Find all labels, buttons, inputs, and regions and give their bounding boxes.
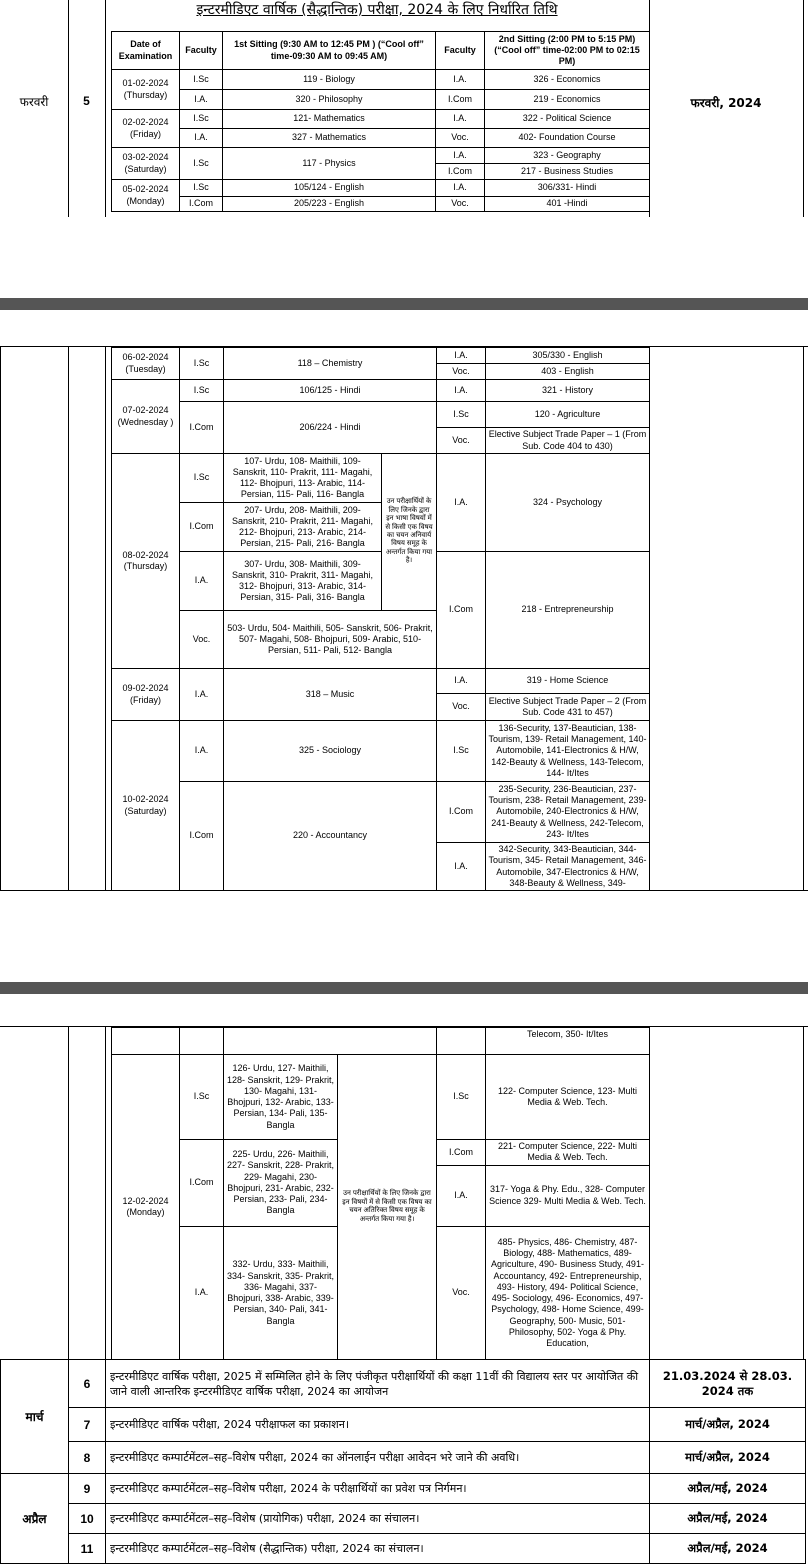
paper: 221- Computer Science, 222- Multi Media & Web. Tech. bbox=[486, 1140, 650, 1166]
faculty: I.A. bbox=[436, 70, 485, 90]
schedule-table bbox=[111, 31, 650, 212]
month-label: मार्च bbox=[1, 1360, 69, 1474]
events-table bbox=[0, 1359, 806, 1564]
faculty: Voc. bbox=[437, 428, 486, 454]
exam-date: 10-02-2024 (Saturday) bbox=[112, 721, 180, 891]
paper: 305/330 - English bbox=[486, 348, 650, 364]
paper: 122- Computer Science, 123- Multi Media & Web. Tech. bbox=[486, 1055, 650, 1140]
paper: 318 – Music bbox=[224, 669, 437, 721]
col-faculty: Faculty bbox=[180, 32, 223, 70]
paper: 317- Yoga & Phy. Edu., 328- Computer Science 329- Multi Media & Web. Tech. bbox=[486, 1165, 650, 1226]
table-row bbox=[112, 90, 650, 110]
faculty: Voc. bbox=[437, 364, 486, 380]
paper: 136-Security, 137-Beautician, 138-Tourism, 139- Retail Management, 140-Automobile, 141-Electronics & H/W, 142-Beauty & Wellness, 143-Telecom, 144- It/Ites bbox=[486, 721, 650, 782]
page-separator bbox=[0, 982, 808, 994]
table-row bbox=[1, 1442, 806, 1474]
paper: 219 - Economics bbox=[485, 90, 650, 110]
table-row bbox=[1, 1474, 806, 1504]
faculty: Voc. bbox=[180, 611, 224, 669]
faculty: I.Com bbox=[180, 1140, 224, 1227]
event-date: मार्च/अप्रैल, 2024 bbox=[650, 1408, 806, 1442]
month-label: अप्रैल bbox=[1, 1474, 69, 1564]
exam-date: 07-02-2024 (Wednesday ) bbox=[112, 380, 180, 454]
table-row bbox=[112, 180, 650, 197]
event-description: इन्टरमीडिएट वार्षिक परीक्षा, 2025 में सम्मिलित होने के लिए पंजीकृत परीक्षार्थियों की कक्षा 11वीं की विद्यालय स्तर पर आयोजित की जाने वाली आन्तरिक इन्टरमीडिएट वार्षिक परीक्षा, 2024 का आयोजन bbox=[106, 1360, 650, 1408]
paper: 321 - History bbox=[486, 380, 650, 402]
divider bbox=[803, 347, 804, 890]
table-row bbox=[112, 380, 650, 402]
serial-number: 11 bbox=[69, 1534, 106, 1564]
faculty: I.A. bbox=[180, 129, 223, 148]
table-row bbox=[1, 1534, 806, 1564]
table-row bbox=[112, 129, 650, 148]
event-date: मार्च/अप्रैल, 2024 bbox=[650, 1442, 806, 1474]
table-row bbox=[1, 1504, 806, 1534]
exam-date: 09-02-2024 (Friday) bbox=[112, 669, 180, 721]
paper: 207- Urdu, 208- Maithili, 209- Sanskrit, 210- Prakrit, 211- Magahi, 212- Bhojpuri, 213- Arabic, 214- Persian, 215- Pali, 216- Bangla bbox=[224, 503, 382, 552]
table-row bbox=[112, 1028, 650, 1055]
schedule-title: इन्टरमीडिएट वार्षिक (सैद्धान्तिक) परीक्षा, 2024 के लिए निर्धारित तिथि bbox=[196, 2, 558, 18]
table-row bbox=[112, 782, 650, 843]
exam-date: 02-02-2024 (Friday) bbox=[112, 110, 180, 148]
month-label: फरवरी bbox=[19, 95, 49, 109]
divider bbox=[68, 347, 69, 890]
serial-number: 10 bbox=[69, 1504, 106, 1534]
table-row bbox=[112, 197, 650, 212]
paper: 220 - Accountancy bbox=[224, 782, 437, 891]
paper: 120 - Agriculture bbox=[486, 402, 650, 428]
table-row bbox=[112, 70, 650, 90]
faculty: I.Com bbox=[437, 782, 486, 843]
table-row bbox=[112, 721, 650, 782]
faculty: I.Sc bbox=[180, 148, 223, 180]
page-section-3 bbox=[0, 1026, 808, 1360]
faculty: I.A. bbox=[436, 180, 485, 197]
empty-cell bbox=[180, 1028, 224, 1055]
faculty: I.A. bbox=[437, 669, 486, 694]
paper: 319 - Home Science bbox=[486, 669, 650, 694]
paper: 324 - Psychology bbox=[486, 454, 650, 552]
col-faculty: Faculty bbox=[436, 32, 485, 70]
paper: 217 - Business Studies bbox=[485, 164, 650, 180]
divider bbox=[68, 1027, 69, 1360]
paper: 401 -Hindi bbox=[485, 197, 650, 212]
page-separator bbox=[0, 298, 808, 310]
faculty: I.Sc bbox=[180, 380, 224, 402]
exam-date: 01-02-2024 (Thursday) bbox=[112, 70, 180, 110]
faculty: I.A. bbox=[437, 348, 486, 364]
event-date: अप्रैल/मई, 2024 bbox=[650, 1504, 806, 1534]
faculty: I.Com bbox=[436, 90, 485, 110]
serial-number: 5 bbox=[83, 94, 90, 108]
faculty: I.Sc bbox=[437, 402, 486, 428]
paper: 485- Physics, 486- Chemistry, 487- Biology, 488- Mathematics, 489- Agriculture, 490- Business Study, 491- Accountancy, 492- Entrepreneurship, 493- History, 494- Political Science, 495- Sociology, 496- Economics, 497- Psychology, 498- Home Science, 499- Geography, 500- Music, 501- Philosophy, 502- Yoga & Phy. Education, bbox=[486, 1226, 650, 1360]
faculty: I.A. bbox=[436, 148, 485, 164]
date-range: फरवरी, 2024 bbox=[690, 96, 762, 110]
paper: Telecom, 350- It/Ites bbox=[486, 1028, 650, 1055]
divider bbox=[105, 347, 106, 890]
paper: 118 – Chemistry bbox=[224, 348, 437, 380]
table-row bbox=[1, 1408, 806, 1442]
faculty: Voc. bbox=[436, 129, 485, 148]
faculty: I.Sc bbox=[437, 721, 486, 782]
faculty: Voc. bbox=[436, 197, 485, 212]
divider bbox=[105, 0, 106, 217]
faculty: Voc. bbox=[437, 694, 486, 721]
paper: 218 - Entrepreneurship bbox=[486, 552, 650, 669]
table-row bbox=[112, 148, 650, 164]
event-description: इन्टरमीडिएट कम्पार्टमेंटल–सह–विशेष (प्रायोगिक) परीक्षा, 2024 का संचालन। bbox=[106, 1504, 650, 1534]
paper: 205/223 - English bbox=[223, 197, 436, 212]
paper: Elective Subject Trade Paper – 1 (From Sub. Code 404 to 430) bbox=[486, 428, 650, 454]
paper: 320 - Philosophy bbox=[223, 90, 436, 110]
table-header-row bbox=[112, 32, 650, 70]
table-row bbox=[112, 348, 650, 364]
paper: 107- Urdu, 108- Maithili, 109- Sanskrit, 110- Prakrit, 111- Magahi, 112- Bhojpuri, 113- Arabic, 114- Persian, 115- Pali, 116- Bangla bbox=[224, 454, 382, 503]
empty-cell bbox=[224, 1028, 437, 1055]
event-description: इन्टरमीडिएट कम्पार्टमेंटल–सह–विशेष परीक्षा, 2024 के परीक्षार्थियों का प्रवेश पत्र निर्गमन। bbox=[106, 1474, 650, 1504]
event-description: इन्टरमीडिएट कम्पार्टमेंटल–सह–विशेष परीक्षा, 2024 का ऑनलाईन परीक्षा आवेदन भरे जाने की अवधि। bbox=[106, 1442, 650, 1474]
paper: 106/125 - Hindi bbox=[224, 380, 437, 402]
exam-date: 08-02-2024 (Thursday) bbox=[112, 454, 180, 669]
divider bbox=[803, 0, 804, 217]
table-row bbox=[1, 1360, 806, 1408]
additional-subject-note: उन परीक्षार्थियों के लिए जिनके द्वारा इन विषयों में से किसी एक विषय का चयन अतिरिक्त विषय समूह के अन्तर्गत किया गया है। bbox=[338, 1055, 437, 1361]
event-description: इन्टरमीडिएट कम्पार्टमेंटल–सह–विशेष (सैद्धान्तिक) परीक्षा, 2024 का संचालन। bbox=[106, 1534, 650, 1564]
faculty: I.A. bbox=[180, 721, 224, 782]
divider bbox=[0, 347, 1, 890]
empty-cell bbox=[437, 1028, 486, 1055]
col-second-sitting: 2nd Sitting (2:00 PM to 5:15 PM) (“Cool off” time-02:00 PM to 02:15 PM) bbox=[485, 32, 650, 70]
paper: Elective Subject Trade Paper – 2 (From Sub. Code 431 to 457) bbox=[486, 694, 650, 721]
table-row bbox=[112, 402, 650, 428]
paper: 326 - Economics bbox=[485, 70, 650, 90]
paper: 307- Urdu, 308- Maithili, 309- Sanskrit, 310- Prakrit, 311- Magahi, 312- Bhojpuri, 313- Arabic, 314- Persian, 315- Pali, 316- Bangla bbox=[224, 552, 382, 611]
event-date: अप्रैल/मई, 2024 bbox=[650, 1534, 806, 1564]
paper: 342-Security, 343-Beautician, 344-Tourism, 345- Retail Management, 346-Automobile, 347-Electronics & H/W, 348-Beauty & Wellness, 349- bbox=[486, 843, 650, 891]
faculty: I.Com bbox=[436, 164, 485, 180]
faculty: I.A. bbox=[180, 552, 224, 611]
paper: 235-Security, 236-Beautician, 237-Tourism, 238- Retail Management, 239-Automobile, 240-Electronics & H/W, 241-Beauty & Wellness, 242-Telecom, 243- It/Ites bbox=[486, 782, 650, 843]
faculty: I.Com bbox=[180, 782, 224, 891]
paper: 403 - English bbox=[486, 364, 650, 380]
paper: 206/224 - Hindi bbox=[224, 402, 437, 454]
page-section-1 bbox=[0, 0, 808, 217]
faculty: I.Com bbox=[180, 197, 223, 212]
paper: 117 - Physics bbox=[223, 148, 436, 180]
serial-number: 8 bbox=[69, 1442, 106, 1474]
paper: 325 - Sociology bbox=[224, 721, 437, 782]
paper: 332- Urdu, 333- Maithili, 334- Sanskrit, 335- Prakrit, 336- Magahi, 337- Bhojpuri, 338- Arabic, 339- Persian, 340- Pali, 341- Bangla bbox=[224, 1226, 338, 1360]
paper: 126- Urdu, 127- Maithili, 128- Sanskrit, 129- Prakrit, 130- Magahi, 131- Bhojpuri, 132- Arabic, 133- Persian, 134- Pali, 135- Bangla bbox=[224, 1055, 338, 1140]
faculty: I.Com bbox=[180, 402, 224, 454]
faculty: I.Com bbox=[180, 503, 224, 552]
exam-date: 05-02-2024 (Monday) bbox=[112, 180, 180, 212]
paper: 327 - Mathematics bbox=[223, 129, 436, 148]
faculty: I.A. bbox=[180, 1226, 224, 1360]
language-note: उन परीक्षार्थियों के लिए जिनके द्वारा इन भाषा विषयों में से किसी एक विषय का चयन अनिवार्य विषय समूह के अन्तर्गत किया गया है। bbox=[382, 454, 437, 611]
paper: 121- Mathematics bbox=[223, 110, 436, 129]
serial-number: 9 bbox=[69, 1474, 106, 1504]
table-row bbox=[112, 110, 650, 129]
divider bbox=[68, 0, 69, 217]
faculty: I.Sc bbox=[180, 348, 224, 380]
col-first-sitting: 1st Sitting (9:30 AM to 12:45 PM ) (“Cool off” time-09:30 AM to 09:45 AM) bbox=[223, 32, 436, 70]
faculty: I.A. bbox=[437, 454, 486, 552]
paper: 503- Urdu, 504- Maithili, 505- Sanskrit, 506- Prakrit, 507- Magahi, 508- Bhojpuri, 509- Arabic, 510- Persian, 511- Pali, 512- Bangla bbox=[224, 611, 437, 669]
faculty: I.Sc bbox=[437, 1055, 486, 1140]
schedule-table-continued bbox=[111, 347, 650, 891]
faculty: I.Sc bbox=[180, 180, 223, 197]
divider bbox=[105, 1027, 106, 1360]
empty-cell bbox=[112, 1028, 180, 1055]
col-date: Date of Examination bbox=[112, 32, 180, 70]
faculty: I.Sc bbox=[180, 454, 224, 503]
table-row bbox=[112, 552, 650, 611]
faculty: I.A. bbox=[437, 380, 486, 402]
table-row bbox=[112, 669, 650, 694]
faculty: I.Sc bbox=[180, 70, 223, 90]
event-description: इन्टरमीडिएट वार्षिक परीक्षा, 2024 परीक्षाफल का प्रकाशन। bbox=[106, 1408, 650, 1442]
faculty: I.Com bbox=[437, 552, 486, 669]
page-section-2 bbox=[0, 346, 808, 891]
table-row bbox=[112, 1055, 650, 1140]
event-date: 21.03.2024 से 28.03. 2024 तक bbox=[650, 1360, 806, 1408]
paper: 306/331- Hindi bbox=[485, 180, 650, 197]
faculty: I.A. bbox=[436, 110, 485, 129]
divider bbox=[803, 1027, 804, 1360]
faculty: I.Com bbox=[437, 1140, 486, 1166]
paper: 322 - Political Science bbox=[485, 110, 650, 129]
exam-date: 06-02-2024 (Tuesday) bbox=[112, 348, 180, 380]
paper: 323 - Geography bbox=[485, 148, 650, 164]
paper: 225- Urdu, 226- Maithili, 227- Sanskrit, 228- Prakrit, 229- Magahi, 230- Bhojpuri, 231- Arabic, 232- Persian, 233- Pali, 234- Bangla bbox=[224, 1140, 338, 1227]
paper: 402- Foundation Course bbox=[485, 129, 650, 148]
serial-number: 7 bbox=[69, 1408, 106, 1442]
exam-date: 03-02-2024 (Saturday) bbox=[112, 148, 180, 180]
faculty: I.A. bbox=[180, 669, 224, 721]
exam-date: 12-02-2024 (Monday) bbox=[112, 1055, 180, 1361]
faculty: I.Sc bbox=[180, 110, 223, 129]
faculty: I.A. bbox=[437, 1165, 486, 1226]
serial-number: 6 bbox=[69, 1360, 106, 1408]
paper: 105/124 - English bbox=[223, 180, 436, 197]
faculty: I.Sc bbox=[180, 1055, 224, 1140]
schedule-table-continued bbox=[111, 1027, 650, 1360]
event-date: अप्रैल/मई, 2024 bbox=[650, 1474, 806, 1504]
paper: 119 - Biology bbox=[223, 70, 436, 90]
faculty: Voc. bbox=[437, 1226, 486, 1360]
table-row bbox=[112, 454, 650, 503]
faculty: I.A. bbox=[437, 843, 486, 891]
faculty: I.A. bbox=[180, 90, 223, 110]
